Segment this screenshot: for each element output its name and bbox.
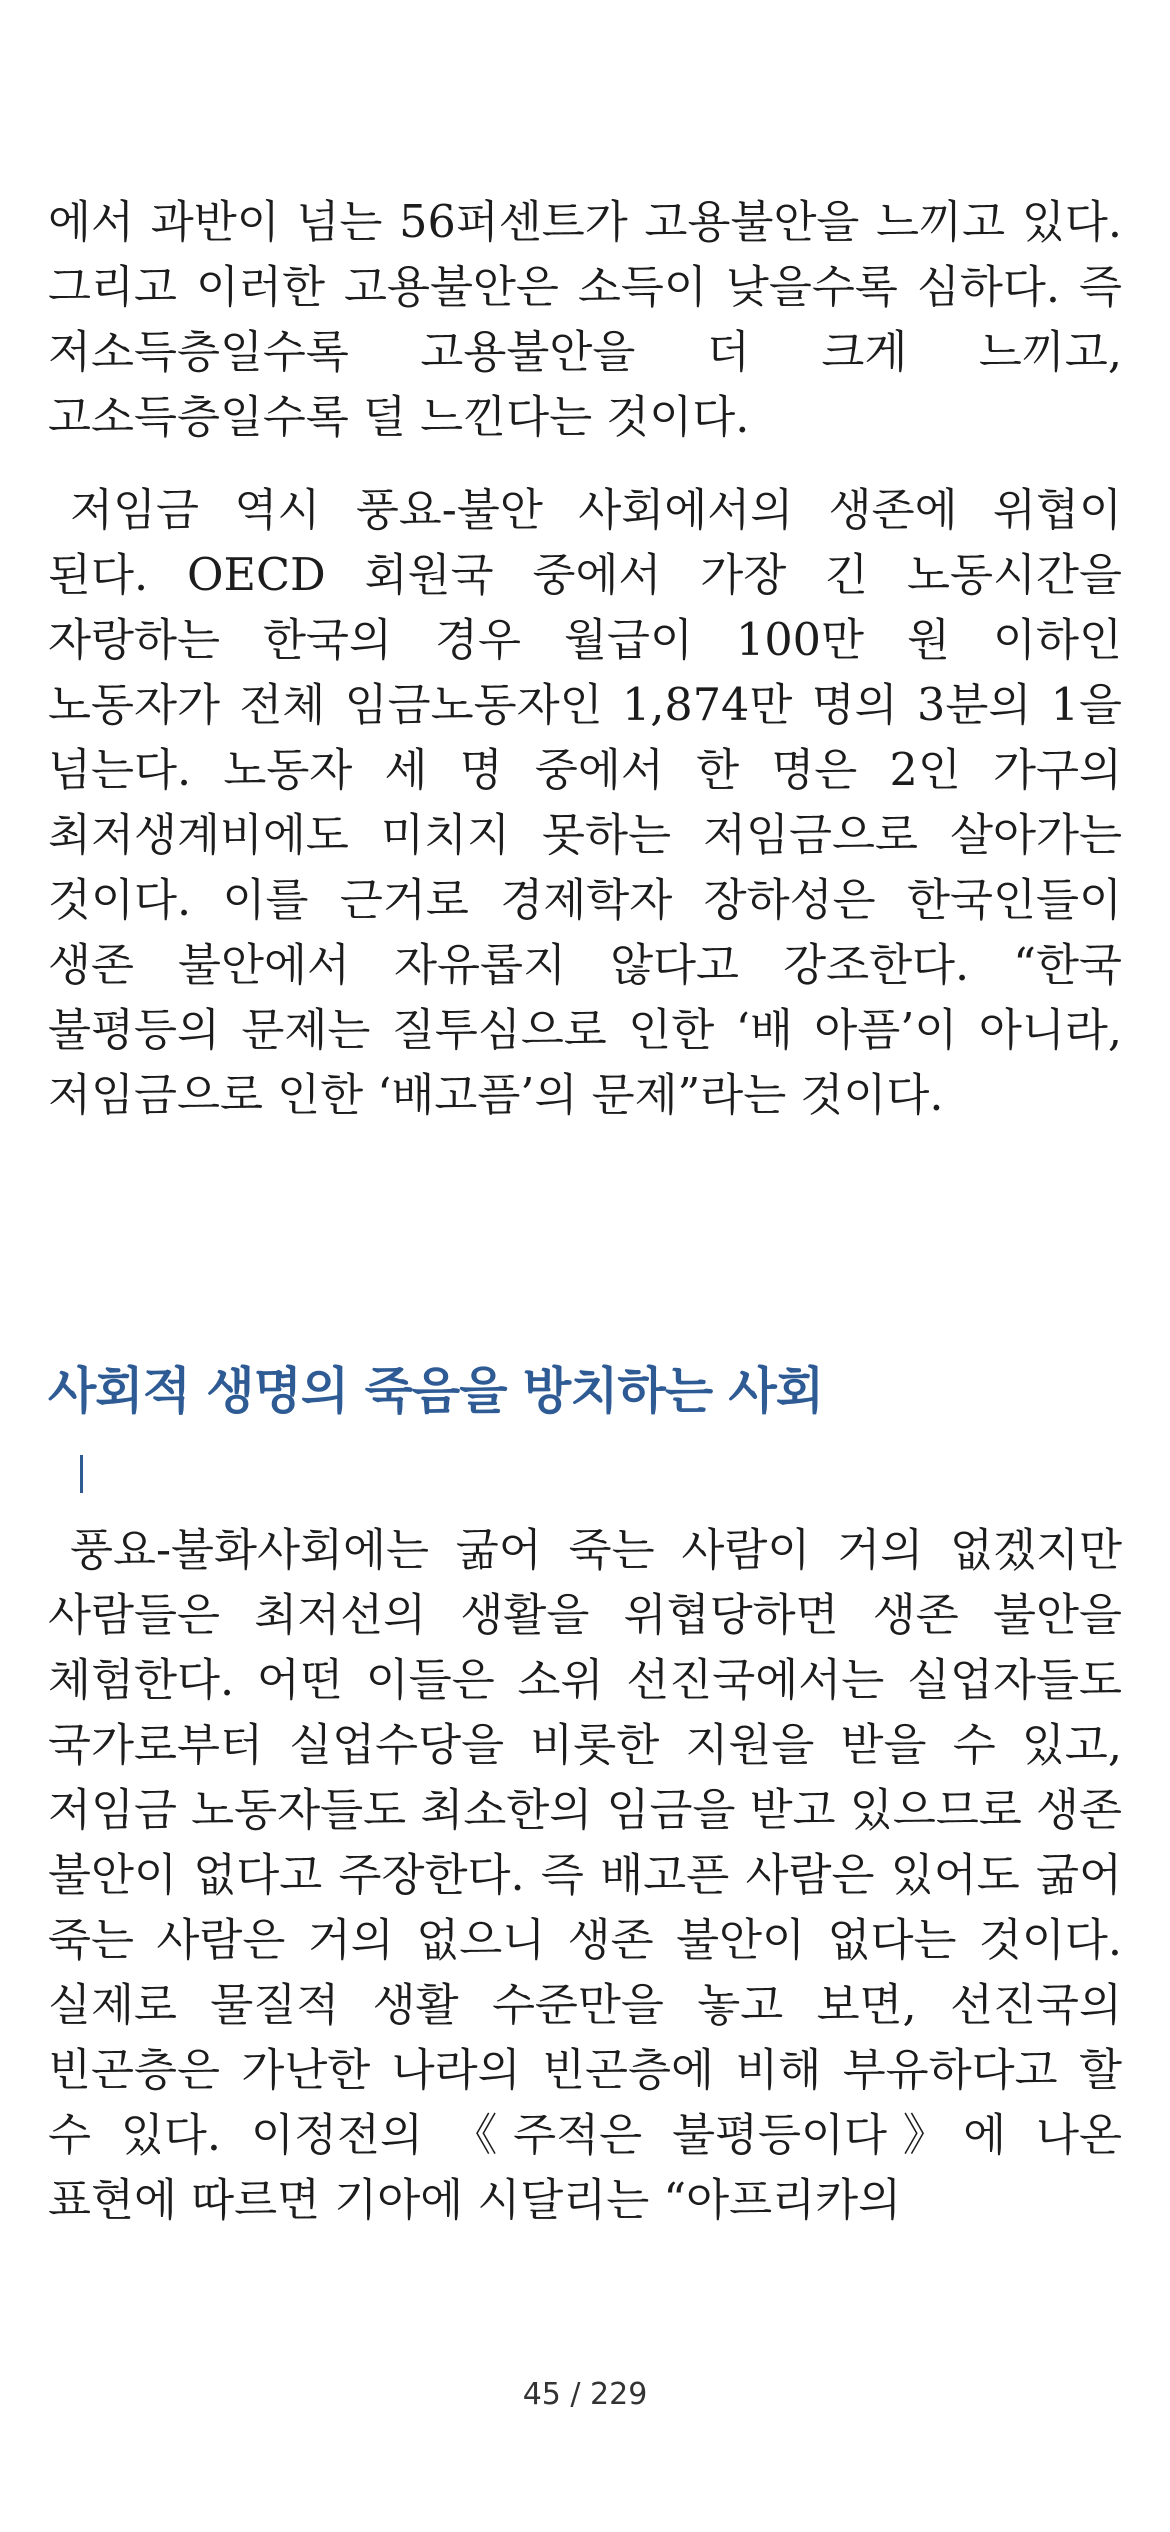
heading-divider-bar: [80, 1455, 83, 1493]
page-indicator: 45 / 229: [522, 2377, 648, 2412]
body-paragraph-2: 저임금 역시 풍요-불안 사회에서의 생존에 위협이 된다. OECD 회원국 중에서 가장 긴 노동시간을 자랑하는 한국의 경우 월급이 100만 원 이하인 노동자가 전체 임금노동자인 1,874만 명의 3분의 1을 넘는다. 노동자 세 명 중에서 한 명은 2인 가구의 최저생계비에도 미치지 못하는 저임금으로 살아가는 것이다. 이를 근거로 경제학자 장하성은 한국인들이 생존 불안에서 자유롭지 않다고 강조한다. “한국 불평등의 문제는 질투심으로 인한 ‘배 아픔’이 아니라, 저임금으로 인한 ‘배고픔’의 문제”라는 것이다.: [48, 485, 1122, 1121]
body-paragraph-1: 에서 과반이 넘는 56퍼센트가 고용불안을 느끼고 있다. 그리고 이러한 고용불안은 소득이 낮을수록 심하다. 즉 저소득층일수록 고용불안을 더 크게 느끼고, 고소득층일수록 덜 느낀다는 것이다.: [48, 197, 1122, 443]
section-heading: 사회적 생명의 죽음을 방치하는 사회: [48, 1362, 824, 1420]
body-paragraph-3: 풍요-불화사회에는 굶어 죽는 사람이 거의 없겠지만 사람들은 최저선의 생활을 위협당하면 생존 불안을 체험한다. 어떤 이들은 소위 선진국에서는 실업자들도 국가로부터 실업수당을 비롯한 지원을 받을 수 있고, 저임금 노동자들도 최소한의 임금을 받고 있으므로 생존 불안이 없다고 주장한다. 즉 배고픈 사람은 있어도 굶어 죽는 사람은 거의 없으니 생존 불안이 없다는 것이다. 실제로 물질적 생활 수준만을 놓고 보면, 선진국의 빈곤층은 가난한 나라의 빈곤층에 비해 부유하다고 할 수 있다. 이정전의 《주적은 불평등이다》에 나온 표현에 따르면 기아에 시달리는 “아프리카의: [48, 1525, 1122, 2226]
